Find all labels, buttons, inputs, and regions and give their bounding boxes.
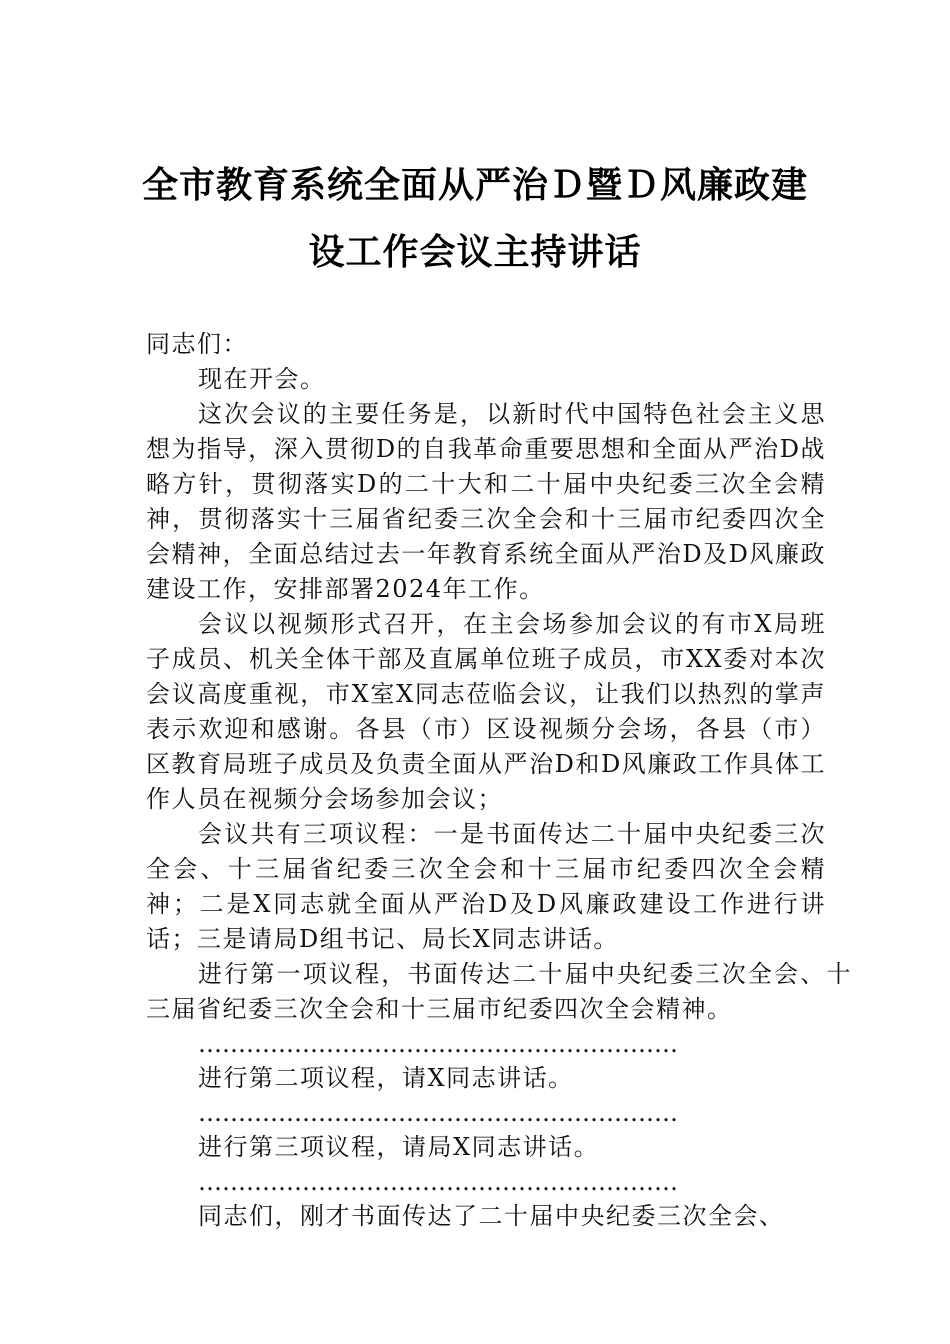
ellipsis-3: …………………………………………………… — [198, 1168, 678, 1196]
paragraph-attendees: 会议以视频形式召开，在主会场参加会议的有市X局班子成员、机关全体干部及直属单位班子成员，市XX委对本次会议高度重视，市X室X同志莅临会议，让我们以热烈的掌声表示欢迎和感谢。各县（市）区设视频分会场，各县（市）区教育局班子成员及负责全面从严治D和D风廉政工作具体工作人员在视频分会场参加会议； — [146, 610, 826, 813]
document-title-line-2: 设工作会议主持讲话 — [308, 231, 642, 273]
paragraph-opening: 现在开会。 — [198, 365, 326, 393]
paragraph-agenda-item-2: 进行第二项议程，请X同志讲话。 — [198, 1064, 574, 1092]
paragraph-agenda: 会议共有三项议程：一是书面传达二十届中央纪委三次全会、十三届省纪委三次全会和十三届市纪委四次全会精神；二是X同志就全面从严治D及D风廉政建设工作进行讲话；三是请局D组书记、局长X同志讲话。 — [146, 820, 826, 953]
ellipsis-2: …………………………………………………… — [198, 1099, 678, 1127]
document-body — [146, 327, 852, 1234]
paragraph-agenda-item-1: 进行第一项议程，书面传达二十届中央纪委三次全会、十三届省纪委三次全会和十三届市纪委四次全会精神。 — [146, 960, 852, 1023]
salutation: 同志们： — [146, 330, 248, 358]
paragraph-closing: 同志们，刚才书面传达了二十届中央纪委三次全会、 — [198, 1202, 785, 1230]
ellipsis-1: …………………………………………………… — [198, 1030, 678, 1058]
paragraph-meeting-tasks: 这次会议的主要任务是，以新时代中国特色社会主义思想为指导，深入贯彻D的自我革命重要思想和全面从严治D战略方针，贯彻落实D的二十大和二十届中央纪委三次全会精神，贯彻落实十三届省纪委三次全会和十三届市纪委四次全会精神，全面总结过去一年教育系统全面从严治D及D风廉政建设工作，安排部署2024年工作。 — [146, 400, 826, 603]
document-title-line-1: 全市教育系统全面从严治Ｄ暨Ｄ风廉政建 — [141, 164, 808, 206]
paragraph-agenda-item-3: 进行第三项议程，请局X同志讲话。 — [198, 1133, 600, 1161]
